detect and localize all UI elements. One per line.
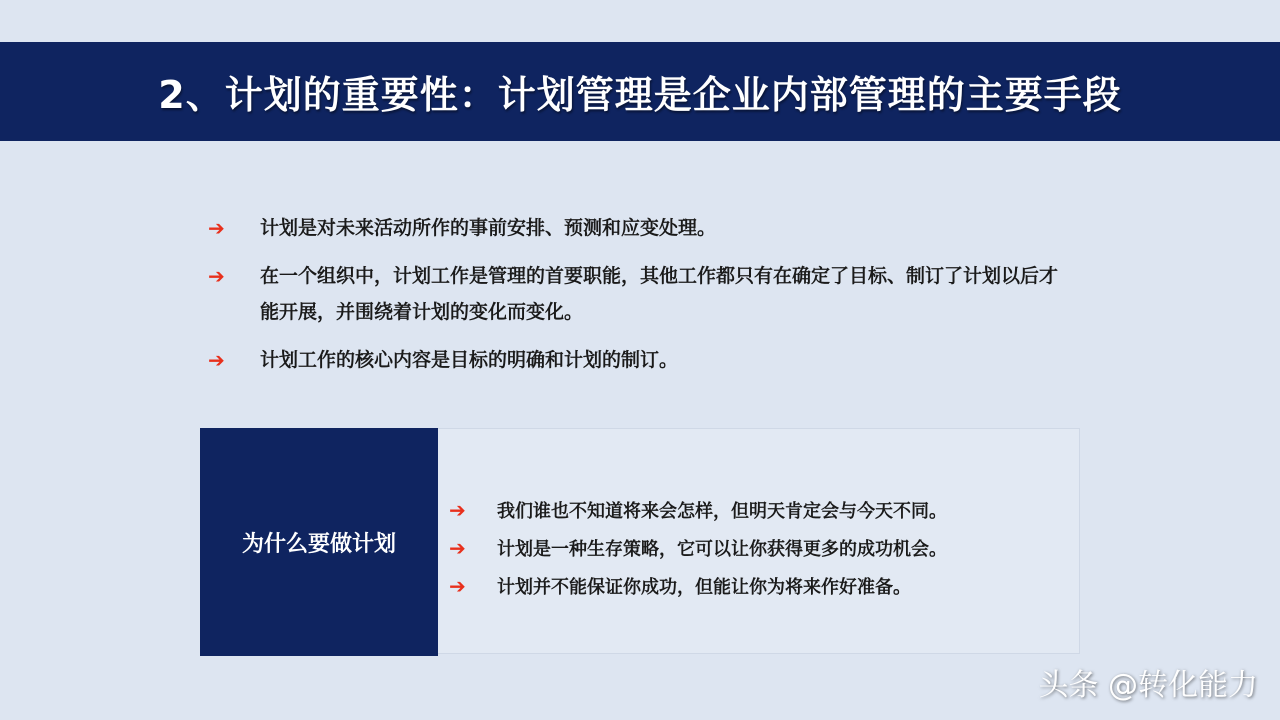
- right-arrow-icon: ➔: [208, 348, 225, 372]
- panel-item-text: 计划并不能保证你成功，但能让你为将来作好准备。: [497, 577, 911, 598]
- right-arrow-icon: ➔: [449, 574, 466, 598]
- title-bar: [0, 42, 1280, 141]
- bullet-item: [208, 258, 1068, 330]
- bullet-list: [208, 210, 1068, 390]
- right-arrow-icon: ➔: [449, 536, 466, 560]
- bullet-text: 在一个组织中，计划工作是管理的首要职能，其他工作都只有在确定了目标、制订了计划以后才能开展，并围绕着计划的变化而变化。: [260, 265, 1059, 323]
- bullet-text: 计划是对未来活动所作的事前安排、预测和应变处理。: [260, 217, 717, 239]
- panel-label: 为什么要做计划: [241, 531, 396, 557]
- panel-label-box: [200, 428, 438, 656]
- right-arrow-icon: ➔: [449, 498, 466, 522]
- bullet-item: [208, 342, 1068, 378]
- watermark: 头条 @转化能力: [1038, 668, 1258, 703]
- right-arrow-icon: ➔: [208, 216, 225, 240]
- panel-item: [449, 529, 1069, 567]
- panel-item-text: 计划是一种生存策略，它可以让你获得更多的成功机会。: [497, 539, 947, 560]
- panel-item-text: 我们谁也不知道将来会怎样，但明天肯定会与今天不同。: [497, 501, 947, 522]
- right-arrow-icon: ➔: [208, 264, 225, 288]
- bullet-item: [208, 210, 1068, 246]
- why-plan-panel: [200, 428, 1080, 654]
- panel-item: [449, 567, 1069, 605]
- panel-item-list: [449, 491, 1069, 605]
- bullet-text: 计划工作的核心内容是目标的明确和计划的制订。: [260, 349, 679, 371]
- panel-item: [449, 491, 1069, 529]
- page-title: 2、计划的重要性：计划管理是企业内部管理的主要手段: [158, 73, 1122, 117]
